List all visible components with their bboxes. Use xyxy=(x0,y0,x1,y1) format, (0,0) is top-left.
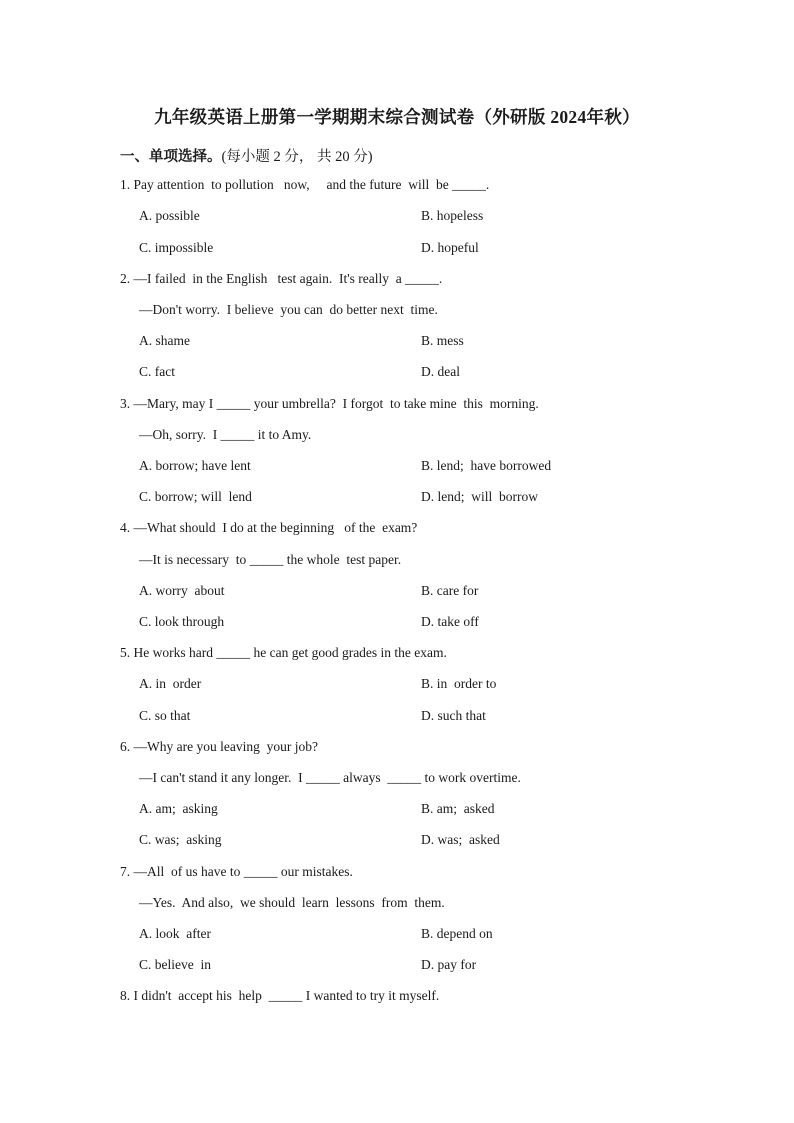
section-heading-note: (每小题 2 分， 共 20 分) xyxy=(221,149,373,165)
question-1-stem: 1. Pay attention to pollution now, and the future will be _____. xyxy=(120,177,490,192)
question-2-option-d: D. deal xyxy=(421,364,460,379)
question-7-option-d: D. pay for xyxy=(421,957,477,972)
question-6-option-d: D. was; asked xyxy=(421,832,500,847)
question-3-option-d: D. lend; will borrow xyxy=(421,489,538,504)
question-7-option-a: A. look after xyxy=(139,926,211,941)
question-5-option-c: C. so that xyxy=(139,708,191,723)
question-5-stem: 5. He works hard _____ he can get good grades in the exam. xyxy=(120,645,447,660)
question-2-option-b: B. mess xyxy=(421,333,464,348)
question-6-option-c: C. was; asking xyxy=(139,832,222,847)
question-6-stem: 6. —Why are you leaving your job? xyxy=(120,739,318,754)
question-4-reply: —It is necessary to _____ the whole test paper. xyxy=(139,552,402,567)
question-5-option-d: D. such that xyxy=(421,708,486,723)
question-2-stem: 2. —I failed in the English test again. It's really a _____. xyxy=(120,271,443,286)
question-7-reply: —Yes. And also, we should learn lessons from them. xyxy=(139,895,445,910)
question-3-option-c: C. borrow; will lend xyxy=(139,489,252,504)
question-3-reply: —Oh, sorry. I _____ it to Amy. xyxy=(139,427,312,442)
section-heading xyxy=(120,145,373,166)
question-4-option-a: A. worry about xyxy=(139,583,225,598)
question-3-option-b: B. lend; have borrowed xyxy=(421,458,552,473)
question-4-option-d: D. take off xyxy=(421,614,479,629)
question-2-option-c: C. fact xyxy=(139,364,175,379)
question-2-option-a: A. shame xyxy=(139,333,190,348)
question-3-option-a: A. borrow; have lent xyxy=(139,458,251,473)
question-6-reply: —I can't stand it any longer. I _____ always _____ to work overtime. xyxy=(139,770,521,785)
question-7-option-c: C. believe in xyxy=(139,957,211,972)
question-7-option-b: B. depend on xyxy=(421,926,493,941)
question-6-option-b: B. am; asked xyxy=(421,801,495,816)
page-title: 九年级英语上册第一学期期末综合测试卷（外研版 2024年秋） xyxy=(154,107,640,127)
question-2-reply: —Don't worry. I believe you can do better next time. xyxy=(139,302,438,317)
question-1-option-c: C. impossible xyxy=(139,240,214,255)
question-1-option-b: B. hopeless xyxy=(421,208,484,223)
question-4-option-b: B. care for xyxy=(421,583,479,598)
question-7-stem: 7. —All of us have to _____ our mistakes. xyxy=(120,864,353,879)
question-5-option-b: B. in order to xyxy=(421,676,497,691)
question-4-option-c: C. look through xyxy=(139,614,225,629)
question-1-option-a: A. possible xyxy=(139,208,200,223)
question-5-option-a: A. in order xyxy=(139,676,202,691)
question-3-stem: 3. —Mary, may I _____ your umbrella? I forgot to take mine this morning. xyxy=(120,396,539,411)
question-4-stem: 4. —What should I do at the beginning of the exam? xyxy=(120,520,418,535)
question-6-option-a: A. am; asking xyxy=(139,801,218,816)
question-1-option-d: D. hopeful xyxy=(421,240,479,255)
section-heading-main: 一、单项选择。 xyxy=(120,149,222,165)
question-8-stem: 8. I didn't accept his help _____ I wanted to try it myself. xyxy=(120,988,440,1003)
